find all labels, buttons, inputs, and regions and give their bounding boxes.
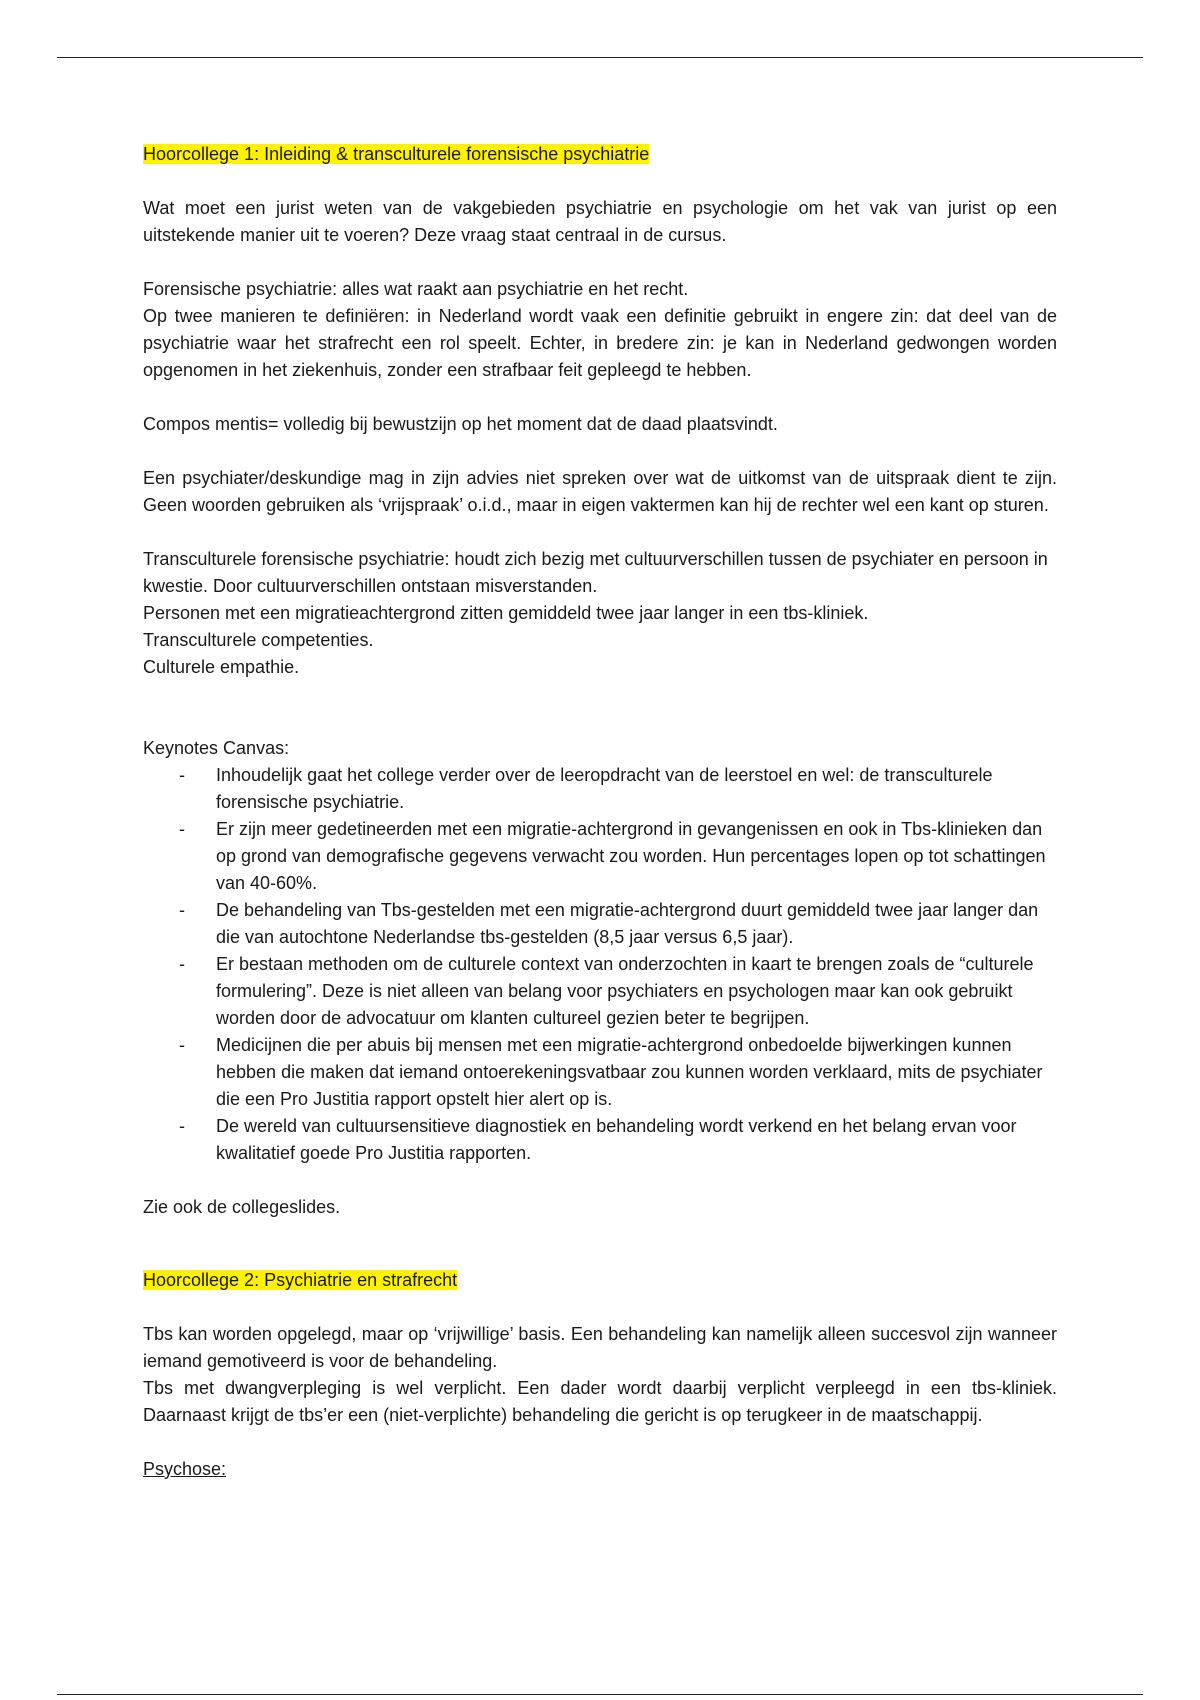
section-heading-1: Hoorcollege 1: Inleiding & transculturele forensische psychiatrie — [143, 144, 650, 164]
expert-advice-paragraph: Een psychiater/deskundige mag in zijn advies niet spreken over wat de uitkomst van de uitspraak dient te zijn. Geen woorden gebruiken als ‘vrijspraak’ o.i.d., maar in eigen vaktermen kan hij de rechter wel een kant op sturen. — [143, 468, 1057, 515]
voluntary-paragraph: Tbs kan worden opgelegd, maar op ‘vrijwillige’ basis. Een behandeling kan namelijk alleen succesvol zijn wanneer iemand gemotiveerd is voor de behandeling. — [143, 1324, 1057, 1371]
see-also-line: Zie ook de collegeslides. — [143, 1197, 341, 1217]
keynotes-title: Keynotes Canvas: — [143, 738, 290, 758]
list-item: - Inhoudelijk gaat het college verder over de leeropdracht van de leerstoel en wel: de transculturele forensische psychiatrie. — [143, 762, 1057, 816]
keynotes-list — [143, 762, 1057, 1167]
list-item: - De behandeling van Tbs-gestelden met een migratie-achtergrond duurt gemiddeld twee jaar langer dan die van autochtone Nederlandse tbs-gestelden (8,5 jaar versus 6,5 jaar). — [143, 897, 1057, 951]
document-body — [143, 141, 1057, 1483]
bullet-dash: - — [179, 900, 185, 920]
section-heading-2: Hoorcollege 2: Psychiatrie en strafrecht — [143, 1270, 458, 1290]
list-item: - Er zijn meer gedetineerden met een migratie-achtergrond in gevangenissen en ook in Tbs-klinieken dan op grond van demografische gegevens verwacht zou worden. Hun percentages lopen op tot schattingen van 40-60%. — [143, 816, 1057, 897]
forensic-definition: Forensische psychiatrie: alles wat raakt aan psychiatrie en het recht. — [143, 279, 689, 299]
bullet-dash: - — [179, 1035, 185, 1055]
bullet-dash: - — [179, 765, 185, 785]
compos-mentis-paragraph: Compos mentis= volledig bij bewustzijn op het moment dat de daad plaatsvindt. — [143, 414, 778, 434]
migration-paragraph: Personen met een migratieachtergrond zitten gemiddeld twee jaar langer in een tbs-kliniek. — [143, 603, 869, 623]
bottom-rule — [57, 1694, 1143, 1695]
two-ways-paragraph: Op twee manieren te definiëren: in Nederland wordt vaak een definitie gebruikt in engere zin: dat deel van de psychiatrie waar het strafrecht een rol speelt. Echter, in bredere zin: je kan in Nederland gedwongen worden opgenomen in het ziekenhuis, zonder een strafbaar feit gepleegd te hebben. — [143, 306, 1057, 380]
competencies-line: Transculturele competenties. — [143, 630, 374, 650]
top-rule — [57, 57, 1143, 58]
list-item: - Er bestaan methoden om de culturele context van onderzochten in kaart te brengen zoals de “culturele formulering”. Deze is niet alleen van belang voor psychiaters en psychologen maar kan ook gebruikt worden door de advocatuur om klanten cultureel gezien beter te begrijpen. — [143, 951, 1057, 1032]
bullet-dash: - — [179, 1116, 185, 1136]
transcultural-definition: Transculturele forensische psychiatrie: houdt zich bezig met cultuurverschillen tussen de psychiater en persoon in kwestie. Door cultuurverschillen ontstaan misverstanden. — [143, 549, 1048, 596]
mandatory-paragraph: Tbs met dwangverpleging is wel verplicht. Een dader wordt daarbij verplicht verpleegd in een tbs-kliniek. Daarnaast krijgt de tbs’er een (niet-verplichte) behandeling die gericht is op terugkeer in de maatschappij. — [143, 1378, 1057, 1425]
list-item: - Medicijnen die per abuis bij mensen met een migratie-achtergrond onbedoelde bijwerkingen kunnen hebben die maken dat iemand ontoerekeningsvatbaar zou kunnen worden verklaard, mits de psychiater die een Pro Justitia rapport opstelt hier alert op is. — [143, 1032, 1057, 1113]
bullet-dash: - — [179, 819, 185, 839]
empathy-line: Culturele empathie. — [143, 657, 300, 677]
intro-paragraph: Wat moet een jurist weten van de vakgebieden psychiatrie en psychologie om het vak van jurist op een uitstekende manier uit te voeren? Deze vraag staat centraal in de cursus. — [143, 198, 1057, 245]
psychose-subheading: Psychose: — [143, 1459, 227, 1479]
bullet-dash: - — [179, 954, 185, 974]
list-item: - De wereld van cultuursensitieve diagnostiek en behandeling wordt verkend en het belang ervan voor kwalitatief goede Pro Justitia rapporten. — [143, 1113, 1057, 1167]
